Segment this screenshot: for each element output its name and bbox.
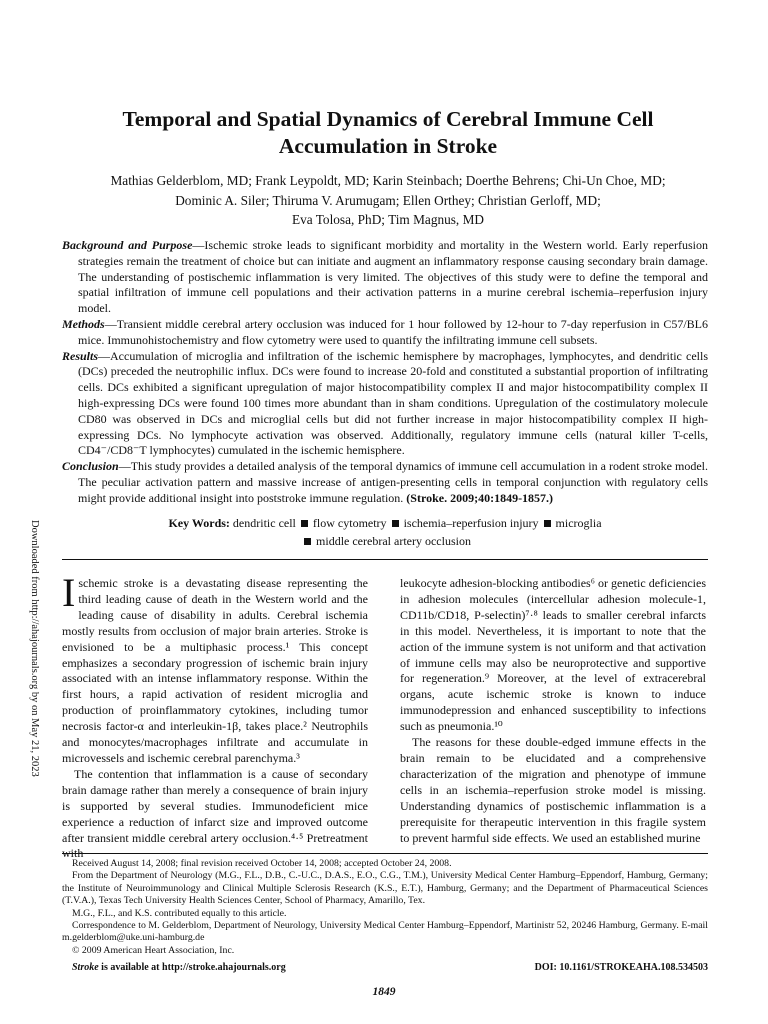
- square-bullet-icon: [392, 520, 399, 527]
- footnotes: [62, 858, 708, 957]
- abstract-conclusion: [62, 459, 708, 506]
- footnote: M.G., F.L., and K.S. contributed equally to this article.: [72, 907, 287, 919]
- keyword: dendritic cell: [232, 516, 296, 530]
- abstract-background-label: Background and Purpose: [62, 238, 193, 252]
- footnote: © 2009 American Heart Association, Inc.: [72, 944, 235, 956]
- key-words-label: Key Words:: [168, 516, 230, 530]
- footnote-divider: [62, 853, 708, 854]
- footnote: Received August 14, 2008; final revision received October 14, 2008; accepted October 24, 2008.: [72, 858, 452, 869]
- body-column-right: [400, 576, 706, 846]
- square-bullet-icon: [544, 520, 551, 527]
- keyword: middle cerebral artery occlusion: [316, 534, 471, 548]
- download-side-note: Downloaded from http://ahajournals.org by on May 21, 2023: [29, 520, 40, 777]
- doi: DOI: 10.1161/STROKEAHA.108.534503: [534, 962, 708, 973]
- body-paragraph-text: schemic stroke is a devastating disease representing the third leading cause of death in the Western world and the leading cause of disability in adults. Cerebral ischemia mostly results from occlusion of major brain arteries. Stroke is envisioned to be a multiphasic process.¹ This concept emphasizes a secondary progression of ischemic brain injury associated with an intense inflammatory response. Within the first hours, a rapid activation of resident microglia and production of proinflammatory cytokines, including tumor necrosis factor-α and interleukin-1β, takes place.² Neutrophils and monocytes/macrophages infiltrate and accumulate in microvessels and ischemic cerebral parenchyma.³: [62, 576, 368, 765]
- journal-availability: [72, 962, 286, 973]
- paper-title: Temporal and Spatial Dynamics of Cerebral Immune Cell Accumulation in Stroke: [122, 107, 654, 158]
- abstract-background-text: —Ischemic stroke leads to significant morbidity and mortality in the Western world. Early reperfusion strategies remain the treatment of choice but can initiate and augment an inflammatory response causing secondary brain damage. The understanding of postischemic inflammation is very limited. The objectives of this study were to define the temporal and spatial infiltration of immune cell populations and their activation patterns in a murine cerebral ischemia–reperfusion injury model.: [78, 238, 708, 316]
- journal-name: Stroke: [72, 962, 99, 973]
- abstract-conclusion-text: —This study provides a detailed analysis of the temporal dynamics of immune cell accumulation in a rodent stroke model. The peculiar activation pattern and massive increase of antigen-presenting cells in temporal conjunction with regulatory cells might provide additional insight into poststroke immune regulation.: [78, 459, 708, 505]
- author-list: [60, 171, 716, 230]
- drop-cap: I: [62, 570, 76, 615]
- page-number: 1849: [372, 986, 396, 998]
- square-bullet-icon: [304, 538, 311, 545]
- square-bullet-icon: [301, 520, 308, 527]
- key-words: [62, 514, 708, 550]
- abstract-results-text: —Accumulation of microglia and infiltration of the ischemic hemisphere by macrophages, lymphocytes, and dendritic cells (DCs) preceded the neutrophilic influx. DCs were found to increase 20-fold and constituted a substantial proportion of infiltrating cells. DCs exhibited a significant upregulation of major histocompatibility complex II and major histocompatibility complex II high-expressing DCs were found 100 times more abundant than in sham conditions. Upregulation of the costimulatory molecule CD80 was observed in DCs and microglial cells but did not further increase in major histocompatibility complex II high-expressing DCs. No lymphocyte activation was observed. Additionally, regulatory immune cells (natural killer T-cells, CD4⁻/CD8⁻T lymphocytes) cumulated in the ischemic hemisphere.: [78, 348, 708, 458]
- body-paragraph: The reasons for these double-edged immune effects in the brain remain to be elucidated and a comprehensive characterization of the migration and phenotype of immune cells in an ischemia–reperfusion stroke model is missing. Understanding dynamics of postischemic inflammation is a prerequisite for therapeutic intervention in this fragile system to prevent harmful side effects. We used an established murine: [400, 735, 706, 845]
- abstract-methods: [62, 317, 708, 349]
- footnote: From the Department of Neurology (M.G., F.L., D.B., C.-U.C., D.A.S., E.O., C.G., T.M.), University Medical Center Hamburg–Eppendorf, Hamburg, Germany; the Institute of Neuroimmunology and Clinical Multiple Sclerosis Research (K.S., E.T.), Hamburg, Germany; and the Department of Pharmaceutical Sciences (T.V.A.), Texas Tech University Health Sciences Center, School of Pharmacy, Amarillo, Tex.: [62, 870, 708, 907]
- body-paragraph: [62, 570, 368, 767]
- keyword: ischemia–reperfusion injury: [403, 516, 539, 530]
- body-paragraph: The contention that inflammation is a cause of secondary brain damage rather than merely a consequence of brain injury is supported by several studies. Immunodeficient mice experience a reduction of infarct size and improved outcome after transient middle cerebral artery occlusion.⁴·⁵ Pretreatment with: [62, 766, 368, 861]
- author-line: Dominic A. Siler; Thiruma V. Arumugam; Ellen Orthey; Christian Gerloff, MD;: [175, 192, 601, 208]
- abstract-background: [62, 238, 708, 317]
- journal-citation: (Stroke. 2009;40:1849-1857.): [406, 490, 554, 505]
- section-divider: [62, 559, 708, 560]
- body-column-left: [62, 570, 368, 862]
- journal-url-text: is available at http://stroke.ahajournals.org: [98, 962, 286, 973]
- author-line: Eva Tolosa, PhD; Tim Magnus, MD: [291, 212, 485, 227]
- abstract-conclusion-label: Conclusion: [62, 459, 119, 474]
- author-line: Mathias Gelderblom, MD; Frank Leypoldt, MD; Karin Steinbach; Doerthe Behrens; Chi-Un Choe, MD;: [110, 173, 666, 188]
- keyword: microglia: [555, 516, 602, 530]
- abstract-methods-label: Methods: [62, 316, 105, 331]
- abstract-results: [62, 349, 708, 460]
- keyword: flow cytometry: [312, 516, 387, 530]
- body-paragraph: leukocyte adhesion-blocking antibodies⁶ or genetic deficiencies in adhesion molecules (intercellular adhesion molecule-1, CD11b/CD18, P-selectin)⁷·⁸ leads to smaller cerebral infarcts in this model. Nevertheless, it is important to note that the action of the immune system is not uniform and that activation of immune cells may also be neuroprotective and supportive for regeneration.⁹ Moreover, at the level of extracerebral organs, acute ischemic stroke is known to induce immunodepression and enhanced susceptibility to infections such as pneumonia.¹⁰: [400, 576, 706, 734]
- abstract-results-label: Results: [62, 348, 99, 363]
- abstract: [62, 238, 708, 507]
- footnote: Correspondence to M. Gelderblom, Department of Neurology, University Medical Center Hamburg–Eppendorf, Martinistr 52, 20246 Hamburg, Germany. E-mail m.gelderblom@uke.uni-hamburg.de: [62, 920, 708, 944]
- abstract-methods-text: —Transient middle cerebral artery occlusion was induced for 1 hour followed by 12-hour to 7-day reperfusion in C57/BL6 mice. Immunohistochemistry and flow cytometry were used to quantify the infiltrating immune cell subsets.: [78, 316, 708, 347]
